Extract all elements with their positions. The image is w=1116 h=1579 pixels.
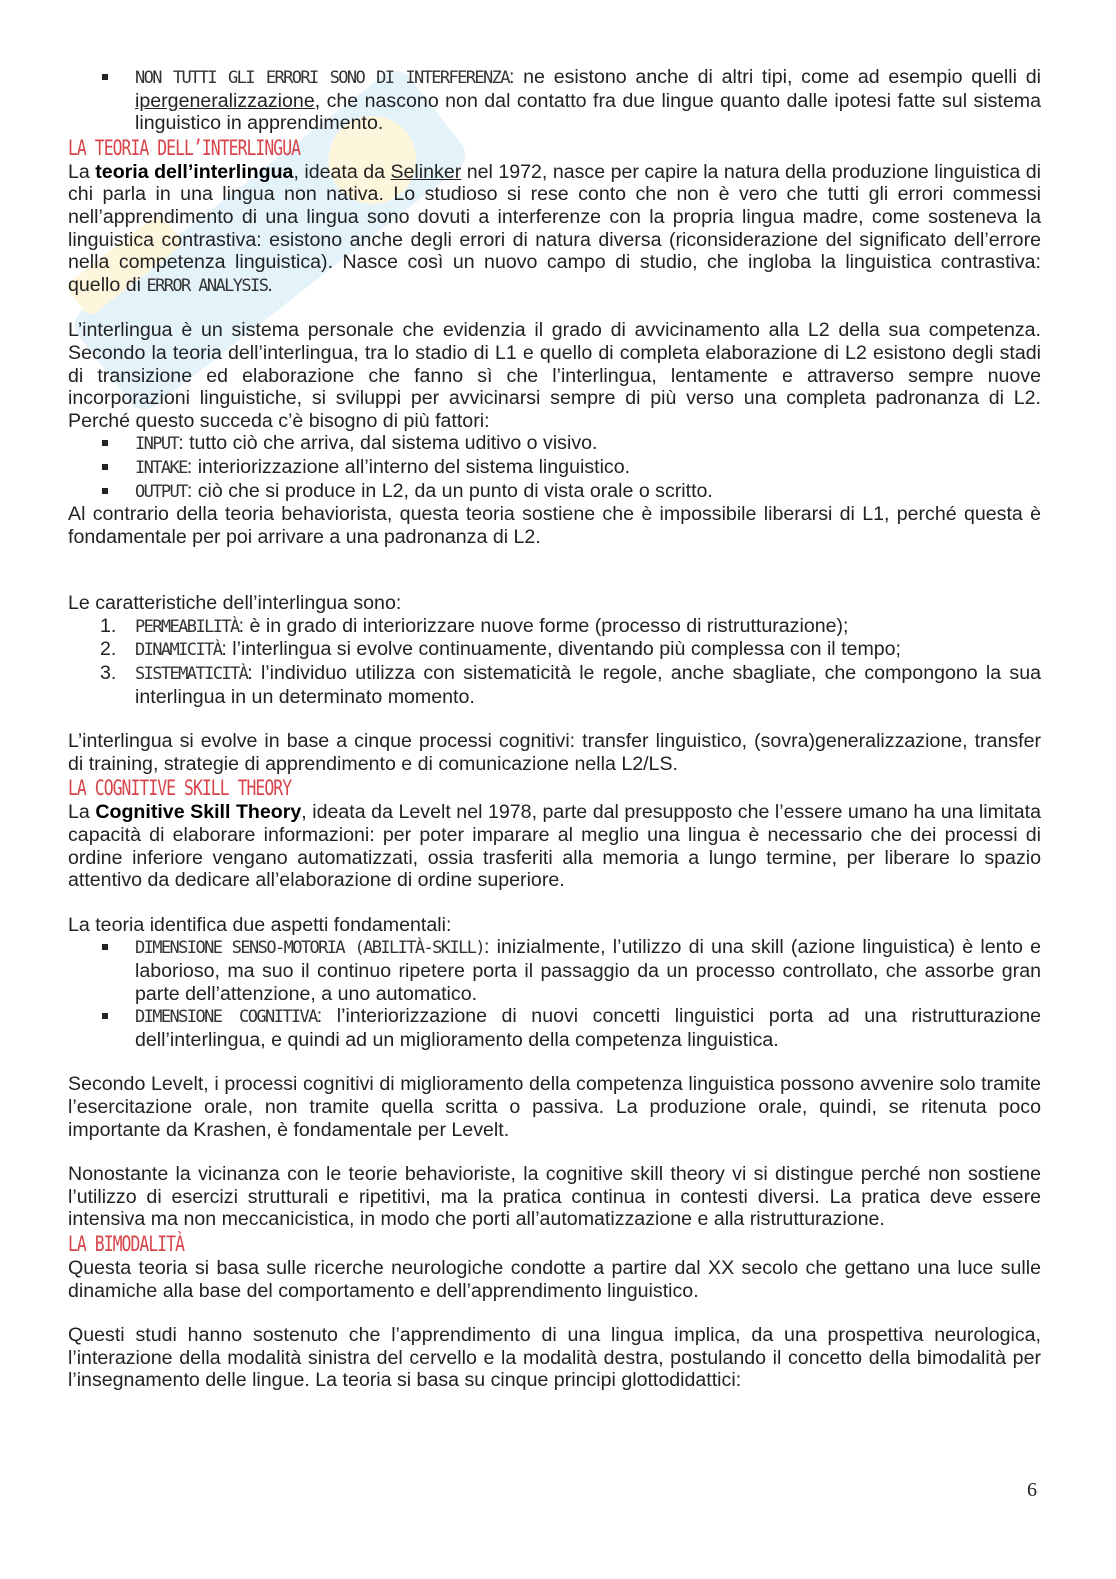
text: : è in grado di interiorizzare nuove forme (processo di ristrutturazione); xyxy=(238,614,849,637)
paragraph xyxy=(68,801,1041,891)
paragraph: Secondo Levelt, i processi cognitivi di miglioramento della competenza linguistica possono avvenire solo tramite l’esercitazione orale, non tramite quella scritta o passiva. La produzione orale, quindi, se ritenuta poco importante da Krashen, è fondamentale per Levelt. xyxy=(68,1073,1041,1141)
list-item xyxy=(68,480,1041,504)
text: : tutto ciò che arriva, dal sistema uditivo o visivo. xyxy=(178,432,598,455)
keyword: DIMENSIONE COGNITIVA xyxy=(135,1007,317,1028)
paragraph: L’interlingua si evolve in base a cinque processi cognitivi: transfer linguistico, (sovra)generalizzazione, transfer di training, strategie di apprendimento e di comunicazione nella L2/LS. xyxy=(68,730,1041,775)
text: , ideata da xyxy=(293,160,391,183)
keyword: DINAMICITÀ xyxy=(135,640,222,661)
list-number: 2. xyxy=(100,638,117,661)
text: : ciò che si produce in L2, da un punto di vista orale o scritto. xyxy=(186,479,713,502)
list-number: 1. xyxy=(100,614,117,637)
text: : l’interlingua si evolve continuamente, diventando più complessa con il tempo; xyxy=(221,638,901,661)
bullet-list-top xyxy=(68,66,1041,135)
page-content xyxy=(68,66,1041,1392)
list-item xyxy=(68,66,1041,135)
heading-cognitive-skill-theory: LA COGNITIVE SKILL THEORY xyxy=(68,776,292,801)
list-number: 3. xyxy=(100,662,117,685)
link-selinker[interactable]: Selinker xyxy=(390,160,462,183)
page-number: 6 xyxy=(1027,1479,1037,1501)
list-item xyxy=(68,432,1041,456)
bold-term: Cognitive Skill Theory xyxy=(95,801,302,824)
text: La xyxy=(68,801,96,824)
paragraph: Questi studi hanno sostenuto che l’apprendimento di una lingua implica, da una prospettiva neurologica, l’interazione della modalità sinistra del cervello e la modalità destra, postulando il concetto della bimodalità per l’insegnamento delle lingue. La teoria si basa su cinque principi glottodidattici: xyxy=(68,1324,1041,1392)
text: : l’interiorizzazione di nuovi concetti linguistici porta ad una ristrutturazione dell’interlingua, e quindi ad un miglioramento della competenza linguistica. xyxy=(135,1005,1041,1051)
text: La xyxy=(68,160,96,183)
characteristics-list xyxy=(68,615,1041,708)
paragraph: Le caratteristiche dell’interlingua sono: xyxy=(68,592,402,615)
text: : l’individuo utilizza con sistematicità le regole, anche sbagliate, che compongono la sua interlingua in un determinato momento. xyxy=(135,662,1041,708)
keyword: SISTEMATICITÀ xyxy=(135,664,248,685)
list-item xyxy=(68,638,1041,662)
list-item xyxy=(68,615,1041,639)
keyword: DIMENSIONE SENSO-MOTORIA (ABILITÀ-SKILL) xyxy=(135,938,484,959)
keyword: INPUT xyxy=(135,434,179,455)
text: , ideata da Levelt nel 1978, parte dal presupposto che l’essere umano ha una limitata capacità di elaborare informazioni: per poter imparare al meglio una lingua è necessario che dei processi di ordine inferiore vengano automatizzati, ossia trasferiti alla memoria a lungo termine, per liberare lo spazio attentivo da dedicare all’elaborazione di ordine superiore. xyxy=(68,801,1041,892)
keyword: INTAKE xyxy=(135,457,187,478)
text: : ne esistono anche di altri tipi, come ad esempio quelli di xyxy=(508,66,1041,88)
keyword: ERROR ANALYSIS xyxy=(146,275,268,296)
list-item xyxy=(68,456,1041,480)
factors-list xyxy=(68,432,1041,503)
list-item xyxy=(68,662,1041,708)
text: : interiorizzazione all’interno del sistema linguistico. xyxy=(186,455,631,478)
keyword: NON TUTTI GLI ERRORI SONO DI INTERFERENZA xyxy=(135,68,509,88)
aspects-list xyxy=(68,936,1041,1051)
list-item xyxy=(68,936,1041,1005)
paragraph xyxy=(68,161,1041,298)
text: : inizialmente, l’utilizzo di una skill (azione linguistica) è lento e laborioso, ma suo il continuo ripetere porta il passaggio da un processo controllato, che assorbe gran parte dell’attenzione, a uno automatico. xyxy=(135,936,1041,1005)
list-item xyxy=(68,1005,1041,1051)
keyword: PERMEABILITÀ xyxy=(135,616,239,637)
paragraph: Nonostante la vicinanza con le teorie behavioriste, la cognitive skill theory vi si distingue perché non sostiene l’utilizzo di esercizi strutturali e ripetitivi, ma la pratica continua in contesti diversi. La pratica deve essere intensiva ma non meccanicistica, in modo che porti all’automatizzazione e alla ristrutturazione. xyxy=(68,1163,1041,1231)
paragraph: L’interlingua è un sistema personale che evidenzia il grado di avvicinamento alla L2 della sua competenza. Secondo la teoria dell’interlingua, tra lo stadio di L1 e quello di completa elaborazione di L2 esistono degli stadi di transizione ed elaborazione che fanno sì che l’interlingua, lentamente e attraverso sempre nuove incorporazioni linguistiche, si sviluppi per avvicinarsi sempre di più verso una completa padronanza di L2. Perché questo succeda c’è bisogno di più fattori: xyxy=(68,319,1041,432)
paragraph: La teoria identifica due aspetti fondamentali: xyxy=(68,913,452,936)
paragraph: Questa teoria si basa sulle ricerche neurologiche condotte a partire dal XX secolo che gettano una luce sulle dinamiche alla base del comportamento e dell’apprendimento linguistico. xyxy=(68,1256,1041,1302)
paragraph: Al contrario della teoria behaviorista, questa teoria sostiene che è impossibile liberarsi di L1, perché questa è fondamentale per poi arrivare a una padronanza di L2. xyxy=(68,503,1041,548)
heading-bimodalita: LA BIMODALITÀ xyxy=(68,1231,185,1256)
keyword: OUTPUT xyxy=(135,481,187,502)
text: . xyxy=(267,273,273,296)
bold-term: teoria dell’interlingua xyxy=(95,160,294,183)
text: , che nascono non dal contatto fra due lingue quanto dalle ipotesi fatte sul sistema linguistico in apprendimento. xyxy=(135,89,1041,135)
heading-interlingua: LA TEORIA DELL’INTERLINGUA xyxy=(68,135,301,160)
text: nel 1972, nasce per capire la natura della produzione linguistica di chi parla in una lingua non nativa. Lo studioso si rese conto che non è vero che tutti gli errori commessi nell’apprendimento di una lingua sono dovuti a interferenze con la propria lingua madre, come sosteneva la linguistica contrastiva: esistono anche degli errori di natura diversa (riconsiderazione del significato dell’errore nella competenza linguistica). Nasce così un nuovo campo di studio, che ingloba la linguistica contrastiva: quello di xyxy=(68,160,1041,296)
link-ipergeneralizzazione[interactable]: ipergeneralizzazione xyxy=(135,89,315,112)
